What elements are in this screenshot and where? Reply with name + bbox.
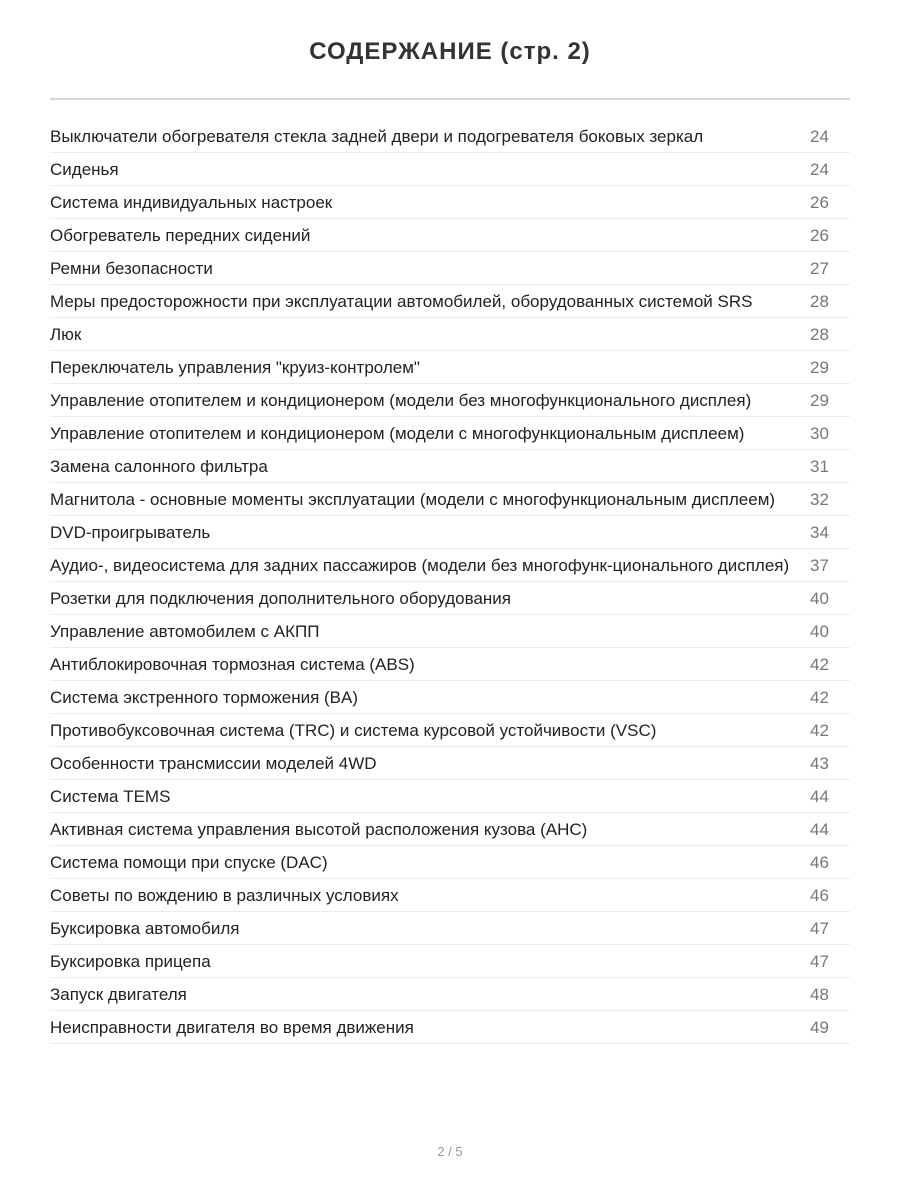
toc-entry-page-number: 47 [810,952,829,971]
toc-entry-page-number: 24 [810,160,829,179]
page-title: СОДЕРЖАНИЕ (стр. 2) [309,38,591,65]
toc-entry[interactable] [50,252,850,285]
toc-entry[interactable] [50,813,850,846]
toc-entry-title: Замена салонного фильтра [50,457,268,476]
toc-entry-page-number: 26 [810,193,829,212]
toc-entry[interactable] [50,285,850,318]
toc-entry-title: Управление отопителем и кондиционером (модели с многофункциональным дисплеем) [50,424,745,443]
toc-entry-page-number: 30 [810,424,829,443]
toc-entry-title: Аудио-, видеосистема для задних пассажиров (модели без многофунк-ционального дисплея) [50,556,790,575]
toc-entry-page-number: 44 [810,820,829,839]
toc-entry-page-number: 42 [810,688,829,707]
toc-entry-page-number: 48 [810,985,829,1004]
toc-entry[interactable] [50,219,850,252]
toc-entry-page-number: 46 [810,853,829,872]
toc-entry-page-number: 32 [810,490,829,509]
toc-entry-title: Управление отопителем и кондиционером (модели без многофункционального дисплея) [50,391,752,410]
toc-entry-page-number: 27 [810,259,829,278]
toc-entry[interactable] [50,120,850,153]
toc-entry[interactable] [50,549,850,582]
toc-entry[interactable] [50,846,850,879]
toc-entry[interactable] [50,318,850,351]
toc-entry[interactable] [50,582,850,615]
toc-entry-title: Сиденья [50,160,119,179]
toc-entry-page-number: 40 [810,622,829,641]
toc-entry-title: Система экстренного торможения (BA) [50,688,359,707]
toc-entry-page-number: 28 [810,292,829,311]
toc-entry-page-number: 46 [810,886,829,905]
toc-entry-title: Особенности трансмиссии моделей 4WD [50,754,377,773]
toc-entry-title: Запуск двигателя [50,985,187,1004]
toc-entry-title: Система TEMS [50,787,171,806]
toc-entry[interactable] [50,780,850,813]
page-indicator: 2 / 5 [437,1144,463,1159]
toc-entry-title: Выключатели обогревателя стекла задней двери и подогревателя боковых зеркал [50,127,704,146]
toc-entry-title: Буксировка автомобиля [50,919,240,938]
toc-entry-title: Противобуксовочная система (TRC) и система курсовой устойчивости (VSC) [50,721,657,740]
toc-entry-page-number: 42 [810,655,829,674]
toc-entry-page-number: 24 [810,127,829,146]
toc-entry[interactable] [50,912,850,945]
toc-entry[interactable] [50,417,850,450]
toc-entry[interactable] [50,714,850,747]
toc-entry-page-number: 44 [810,787,829,806]
toc-entry-page-number: 29 [810,391,829,410]
toc-entry-title: Буксировка прицепа [50,952,211,971]
toc-entry[interactable] [50,153,850,186]
toc-entry-title: Система индивидуальных настроек [50,193,333,212]
toc-entry[interactable] [50,483,850,516]
toc-entry-title: Управление автомобилем с АКПП [50,622,320,641]
toc-entry[interactable] [50,384,850,417]
toc-entry[interactable] [50,615,850,648]
toc-entry[interactable] [50,1011,850,1044]
toc-entry-title: Антиблокировочная тормозная система (ABS) [50,655,415,674]
toc-entry-page-number: 43 [810,754,829,773]
toc-entry-title: Ремни безопасности [50,259,213,278]
toc-entry-page-number: 37 [810,556,829,575]
table-of-contents [50,120,850,1044]
toc-entry[interactable] [50,648,850,681]
toc-entry-title: Активная система управления высотой расположения кузова (AHC) [50,820,588,839]
toc-entry-title: DVD-проигрыватель [50,523,211,542]
toc-entry-page-number: 28 [810,325,829,344]
toc-entry[interactable] [50,879,850,912]
toc-entry-title: Люк [50,325,82,344]
toc-entry[interactable] [50,945,850,978]
toc-entry[interactable] [50,747,850,780]
toc-entry-page-number: 34 [810,523,829,542]
toc-entry[interactable] [50,978,850,1011]
toc-entry[interactable] [50,186,850,219]
toc-entry[interactable] [50,450,850,483]
toc-entry-title: Переключатель управления "круиз-контролем" [50,358,420,377]
toc-entry-title: Неисправности двигателя во время движения [50,1018,414,1037]
toc-entry-page-number: 42 [810,721,829,740]
toc-entry-title: Обогреватель передних сидений [50,226,311,245]
toc-entry-title: Розетки для подключения дополнительного оборудования [50,589,511,608]
toc-entry-title: Магнитола - основные моменты эксплуатации (модели с многофункциональным дисплеем) [50,490,776,509]
toc-entry-page-number: 26 [810,226,829,245]
toc-entry-page-number: 29 [810,358,829,377]
toc-entry-page-number: 40 [810,589,829,608]
toc-entry-title: Советы по вождению в различных условиях [50,886,399,905]
toc-entry-page-number: 49 [810,1018,829,1037]
toc-entry[interactable] [50,516,850,549]
toc-entry[interactable] [50,681,850,714]
toc-entry-title: Меры предосторожности при эксплуатации автомобилей, оборудованных системой SRS [50,292,753,311]
toc-entry[interactable] [50,351,850,384]
toc-entry-page-number: 31 [810,457,829,476]
title-divider [50,98,850,100]
toc-entry-page-number: 47 [810,919,829,938]
toc-entry-title: Система помощи при спуске (DAC) [50,853,328,872]
